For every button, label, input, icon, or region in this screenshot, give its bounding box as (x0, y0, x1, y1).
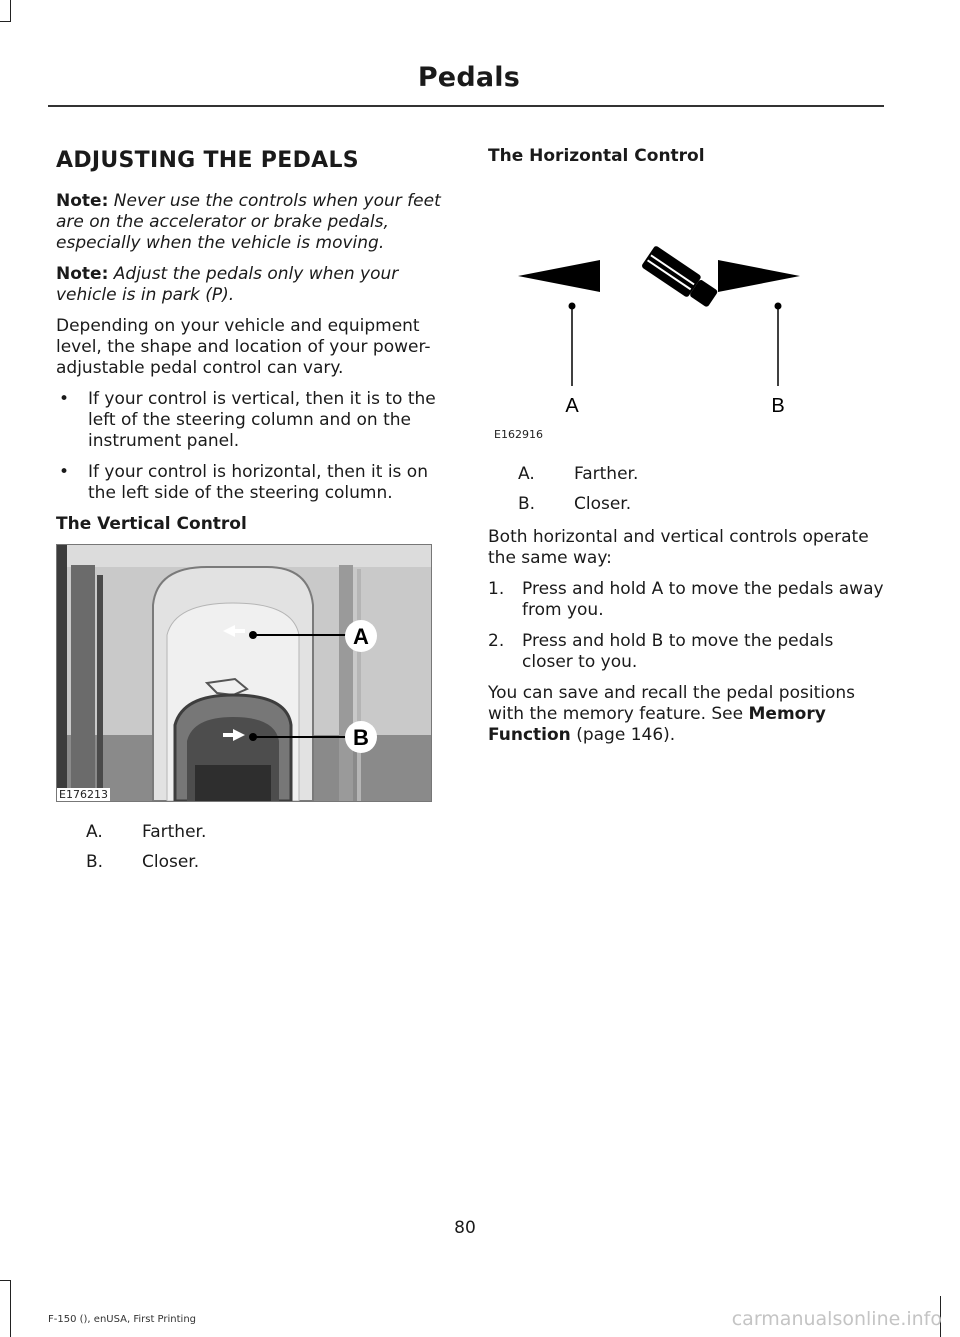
crop-mark (0, 21, 10, 22)
watermark: carmanualsonline.info (731, 1308, 942, 1330)
bullet-text: If your control is horizontal, then it is on the left side of the steering column. (88, 462, 428, 503)
vertical-control-figure (56, 544, 432, 802)
pedal-icon (641, 245, 720, 310)
right-column (488, 146, 884, 756)
legend-row (86, 822, 448, 843)
page-reference: (page 146). (570, 725, 676, 745)
note-label: Note: (56, 191, 109, 211)
legend-value: Farther. (574, 464, 639, 484)
arrow-left-icon (518, 260, 600, 292)
legend-row (518, 494, 884, 515)
step-text: Press and hold A to move the pedals away from you. (522, 579, 884, 620)
callout-a-label: A (565, 395, 579, 417)
note-text: Never use the controls when your feet are on the accelerator or brake pedals, especially when the vehicle is moving. (56, 191, 441, 253)
horizontal-control-heading: The Horizontal Control (488, 146, 705, 166)
memory-paragraph (488, 683, 884, 746)
legend-key: A. (86, 822, 103, 842)
note-paragraph (56, 264, 448, 306)
callout-a-label: A (353, 624, 369, 649)
horizontal-control-illustration (488, 180, 884, 420)
bullet-text: If your control is vertical, then it is to the left of the steering column and on the instrument panel. (88, 389, 436, 451)
legend-value: Closer. (574, 494, 632, 514)
callout-b-label: B (353, 725, 369, 750)
legend-row (518, 464, 884, 485)
step-number: 1. (488, 579, 505, 599)
bullet-list (56, 389, 448, 504)
callout-b-label: B (771, 395, 785, 417)
note-label: Note: (56, 264, 109, 284)
bullet-mark: • (59, 389, 70, 409)
both-controls-paragraph: Both horizontal and vertical controls operate the same way: (488, 527, 869, 568)
figure-code: E162916 (494, 428, 543, 441)
arrow-right-icon (718, 260, 800, 292)
horizontal-legend (518, 464, 884, 515)
legend-value: Closer. (142, 852, 200, 872)
step-text: Press and hold B to move the pedals closer to you. (522, 631, 834, 672)
intro-paragraph: Depending on your vehicle and equipment level, the shape and location of your power-adjustable pedal control can vary. (56, 316, 431, 378)
note-text: Adjust the pedals only when your vehicle is in park (P). (56, 264, 399, 305)
legend-key: B. (86, 852, 104, 872)
legend-key: A. (518, 464, 535, 484)
bullet-item (56, 389, 448, 452)
vertical-control-illustration (57, 545, 431, 801)
steps-list (488, 579, 884, 673)
step-item (488, 631, 884, 673)
bullet-mark: • (59, 462, 70, 482)
section-heading: ADJUSTING THE PEDALS (56, 148, 359, 173)
left-column (56, 148, 448, 882)
legend-key: B. (518, 494, 536, 514)
memory-text: You can save and recall the pedal positions with the memory feature. See (488, 683, 856, 724)
crop-mark (10, 1280, 11, 1337)
page-number: 80 (454, 1218, 476, 1238)
vertical-legend (86, 822, 448, 873)
vertical-control-heading: The Vertical Control (56, 514, 247, 534)
step-number: 2. (488, 631, 505, 651)
horizontal-control-figure (488, 180, 884, 444)
header-divider (48, 105, 884, 107)
page-title: Pedals (417, 62, 520, 93)
crop-mark (10, 0, 11, 22)
step-item (488, 579, 884, 621)
legend-row (86, 852, 448, 873)
crop-mark (0, 1280, 10, 1281)
footer-text: F-150 (), enUSA, First Printing (48, 1314, 197, 1325)
figure-code: E176213 (59, 788, 108, 801)
legend-value: Farther. (142, 822, 207, 842)
note-paragraph (56, 191, 448, 254)
memory-function-link[interactable]: Memory Function (488, 704, 826, 745)
bullet-item (56, 462, 448, 504)
